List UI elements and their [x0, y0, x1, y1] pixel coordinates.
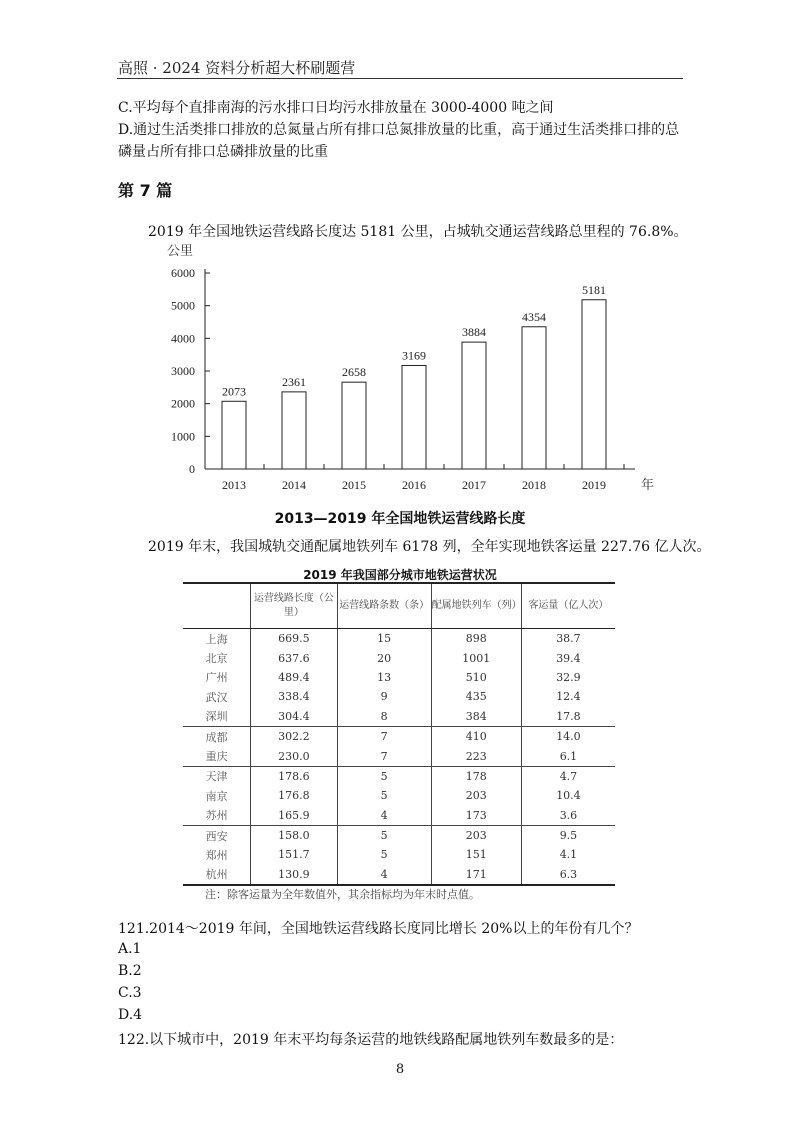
cell-line-count: 8: [337, 707, 431, 727]
answer-option-c: C.3: [118, 985, 142, 1001]
answer-option-a: A.1: [118, 941, 142, 957]
cell-line-count: 20: [337, 648, 431, 667]
cell-trains: 410: [431, 726, 521, 746]
header-trains: 配属地铁列车（列）: [431, 583, 521, 629]
cell-trains: 384: [431, 707, 521, 727]
cell-line-count: 7: [337, 746, 431, 766]
table-row: [183, 668, 615, 687]
table-row: [183, 687, 615, 706]
header-divider: [117, 78, 683, 79]
cell-line-length: 158.0: [251, 825, 337, 845]
bar-value-label: 5181: [582, 282, 606, 297]
cell-line-count: 7: [337, 726, 431, 746]
cell-line-length: 151.7: [251, 845, 337, 864]
cell-city: 上海: [183, 629, 251, 649]
cell-line-count: 5: [337, 845, 431, 864]
cell-city: 天津: [183, 766, 251, 786]
bar: [342, 382, 366, 469]
table-row: [183, 786, 615, 805]
cell-city: 成都: [183, 726, 251, 746]
table-row: [183, 766, 615, 786]
cell-trains: 435: [431, 687, 521, 706]
cell-ridership: 6.1: [559, 749, 578, 763]
cell-line-count: 9: [337, 687, 431, 706]
cell-line-length: 230.0: [251, 746, 337, 766]
table-row: [183, 746, 615, 766]
cell-city: 苏州: [183, 806, 251, 826]
header-city: [183, 583, 251, 629]
y-tick-label: 1000: [171, 429, 195, 444]
table-row: [183, 865, 615, 885]
cell-trains: 203: [431, 825, 521, 845]
page-number: 8: [395, 1062, 405, 1077]
table-row: [183, 845, 615, 864]
cell-trains: 898: [431, 629, 521, 649]
table-header-row: [183, 583, 615, 629]
x-tick-label: 2017: [462, 478, 486, 492]
chart-title: 2013—2019 年全国地铁运营线路长度: [274, 511, 526, 527]
y-tick-label: 6000: [171, 266, 195, 280]
cell-line-count: 5: [337, 786, 431, 805]
cell-city: 武汉: [183, 687, 251, 706]
metro-table: [183, 582, 615, 886]
answer-option-d: D.4: [118, 1007, 143, 1023]
cell-city: 西安: [183, 825, 251, 845]
cell-ridership: 17.8: [556, 709, 581, 723]
cell-line-length: 637.6: [251, 648, 337, 667]
cell-ridership: 4.7: [521, 766, 615, 786]
intro-paragraph-1: 2019 年全国地铁运营线路长度达 5181 公里，占城轨交通运营线路总里程的 76.8%。: [148, 224, 688, 240]
cell-trains: 510: [431, 668, 521, 687]
cell-line-count: 5: [337, 766, 431, 786]
cell-ridership: 3.6: [559, 808, 578, 822]
question-121: 121.2014～2019 年间，全国地铁运营线路长度同比增长 20%以上的年份有几个？: [118, 921, 639, 937]
cell-ridership: 12.4: [556, 690, 581, 704]
cell-line-count: 15: [337, 629, 431, 649]
cell-line-count: 4: [337, 865, 431, 885]
cell-line-count: 5: [337, 825, 431, 845]
bar: [222, 401, 246, 469]
option-d-line2: 磷量占所有排口总磷排放量的比重: [118, 144, 328, 160]
table-row: [183, 806, 615, 826]
cell-city: 深圳: [183, 707, 251, 727]
table-note: 注：除客运量为全年数值外，其余指标均为年末时点值。: [205, 888, 480, 901]
cell-line-length: 302.2: [251, 726, 337, 746]
table-row: [183, 629, 615, 649]
cell-ridership: 9.5: [521, 825, 615, 845]
table-row: [183, 648, 615, 667]
cell-trains: 151: [431, 845, 521, 864]
cell-city: 郑州: [183, 845, 251, 864]
cell-line-length: 165.9: [251, 806, 337, 826]
y-axis-label: 公里: [167, 244, 194, 259]
cell-line-length: 669.5: [251, 629, 337, 649]
header-line-count: 运营线路条数（条）: [337, 583, 431, 629]
header-line-length: 运营线路长度（公里）: [251, 583, 337, 629]
cell-line-length: 304.4: [251, 707, 337, 727]
bar-value-label: 2073: [222, 384, 246, 399]
option-c: C.平均每个直排南海的污水排口日均污水排放量在 3000-4000 吨之间: [118, 100, 554, 116]
cell-city: 北京: [183, 648, 251, 667]
bar: [402, 365, 426, 469]
cell-ridership: 39.4: [556, 651, 581, 665]
bar-chart: [150, 244, 655, 500]
y-tick-label: 4000: [171, 331, 195, 346]
cell-trains: 223: [431, 746, 521, 766]
y-tick-label: 5000: [171, 298, 195, 313]
bar-value-label: 4354: [522, 309, 546, 324]
cell-ridership: 38.7: [556, 632, 581, 646]
intro-paragraph-2: 2019 年末，我国城轨交通配属地铁列车 6178 列，全年实现地铁客运量 227.76 亿人次。: [148, 539, 711, 555]
cell-ridership: 14.0: [521, 726, 615, 746]
y-tick-label: 3000: [171, 364, 195, 378]
cell-city: 重庆: [183, 746, 251, 766]
section-title: 第 7 篇: [118, 181, 173, 200]
cell-line-count: 13: [337, 668, 431, 687]
cell-line-length: 176.8: [251, 786, 337, 805]
cell-line-length: 178.6: [251, 766, 337, 786]
bar-value-label: 3884: [462, 325, 486, 340]
option-d-line1: D.通过生活类排口排放的总氮量占所有排口总氮排放量的比重，高于通过生活类排口排的总: [118, 122, 680, 138]
x-tick-label: 2015: [342, 478, 366, 492]
cell-trains: 173: [431, 806, 521, 826]
cell-city: 杭州: [183, 865, 251, 885]
y-tick-label: 0: [189, 462, 195, 476]
y-tick-label: 2000: [171, 396, 195, 411]
answer-option-b: B.2: [118, 963, 142, 979]
bar-value-label: 3169: [402, 348, 426, 363]
cell-line-length: 130.9: [251, 865, 337, 885]
cell-trains: 1001: [431, 648, 521, 667]
page-header-title: 高照 · 2024 资料分析超大杯刷题营: [118, 59, 356, 77]
cell-trains: 171: [431, 865, 521, 885]
bar: [462, 342, 486, 469]
header-ridership: 客运量（亿人次）: [521, 583, 615, 629]
cell-trains: 178: [431, 766, 521, 786]
x-tick-label: 2014: [282, 478, 306, 492]
table-caption: 2019 年我国部分城市地铁运营状况: [303, 568, 497, 582]
cell-city: 广州: [183, 668, 251, 687]
bar: [522, 327, 546, 469]
x-tick-label: 2019: [582, 478, 606, 492]
x-tick-label: 2018: [522, 478, 546, 492]
table-row: [183, 825, 615, 845]
bar-value-label: 2361: [282, 374, 306, 389]
x-axis-label: 年: [641, 478, 655, 493]
cell-trains: 203: [431, 786, 521, 805]
cell-ridership: 4.1: [559, 848, 578, 862]
bar-value-label: 2658: [342, 365, 366, 380]
x-tick-label: 2016: [402, 478, 426, 492]
cell-ridership: 6.3: [521, 865, 615, 885]
table-row: [183, 726, 615, 746]
cell-ridership: 10.4: [556, 789, 581, 803]
cell-city: 南京: [183, 786, 251, 805]
table-row: [183, 707, 615, 727]
question-122: 122.以下城市中，2019 年末平均每条运营的地铁线路配属地铁列车数最多的是：: [118, 1032, 624, 1048]
bar: [582, 300, 606, 469]
bar: [282, 392, 306, 469]
cell-line-count: 4: [337, 806, 431, 826]
cell-line-length: 338.4: [251, 687, 337, 706]
cell-line-length: 489.4: [251, 668, 337, 687]
x-tick-label: 2013: [222, 478, 246, 492]
cell-ridership: 32.9: [556, 670, 581, 684]
